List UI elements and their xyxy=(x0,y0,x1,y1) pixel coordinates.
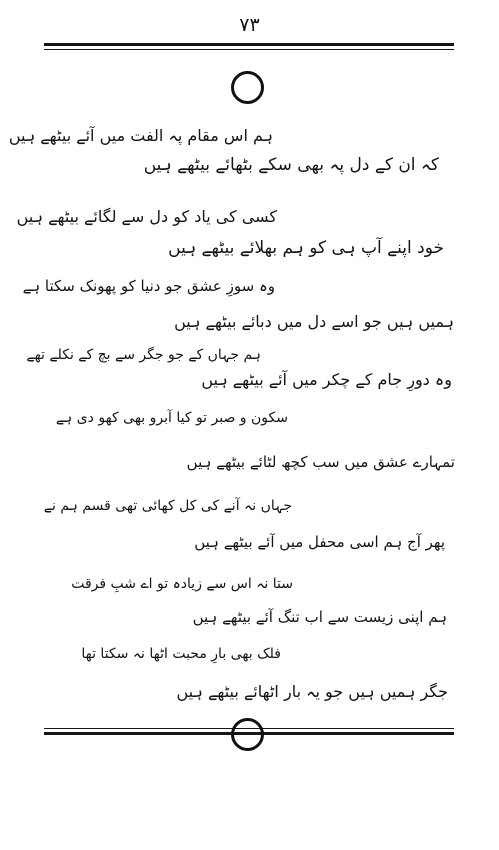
top-rule-thick xyxy=(44,43,454,46)
top-circle-ornament xyxy=(231,71,264,104)
page-number: ۷۳ xyxy=(239,14,260,36)
verse-line: وہ دورِ جام کے چکر میں آئے بیٹھے ہیں xyxy=(201,370,452,389)
verse-line: ہم اپنی زیست سے اب تنگ آئے بیٹھے ہیں xyxy=(192,608,447,626)
bottom-circle-ornament xyxy=(231,718,264,751)
verse-line: ستا نہ اس سے زیادہ تو اے شبِ فرقت xyxy=(71,576,293,592)
verse-line: ہمیں ہیں جو اسے دل میں دبائے بیٹھے ہیں xyxy=(174,312,454,331)
verse-line: تمہارے عشق میں سب کچھ لٹائے بیٹھے ہیں xyxy=(186,453,455,471)
verse-line: خود اپنے آپ ہی کو ہم بھلائے بیٹھے ہیں xyxy=(168,238,444,258)
verse-line: ہم اس مقام پہ الفت میں آئے بیٹھے ہیں xyxy=(8,126,273,145)
verse-line: ہم جہاں کے جو جگر سے بچ کے نکلے تھے xyxy=(26,347,261,363)
verse-line: جگر ہمیں ہیں جو یہ بار اٹھائے بیٹھے ہیں xyxy=(176,682,448,701)
verse-line: پھر آج ہم اسی محفل میں آئے بیٹھے ہیں xyxy=(194,533,445,551)
verse-line: وہ سوزِ عشق جو دنیا کو پھونک سکتا ہے xyxy=(22,277,275,295)
verse-line: کسی کی یاد کو دل سے لگائے بیٹھے ہیں xyxy=(16,207,277,226)
verse-line: فلک بھی بارِ محبت اٹھا نہ سکتا تھا xyxy=(81,646,281,662)
verse-line: کہ ان کے دل پہ بھی سکے بٹھائے بیٹھے ہیں xyxy=(143,155,439,175)
verse-line: سکون و صبر تو کیا آبرو بھی کھو دی ہے xyxy=(55,410,288,426)
verse-line: جہاں نہ آنے کی کل کھائی تھی قسم ہم نے xyxy=(43,498,292,514)
top-rule-thin xyxy=(44,49,454,50)
